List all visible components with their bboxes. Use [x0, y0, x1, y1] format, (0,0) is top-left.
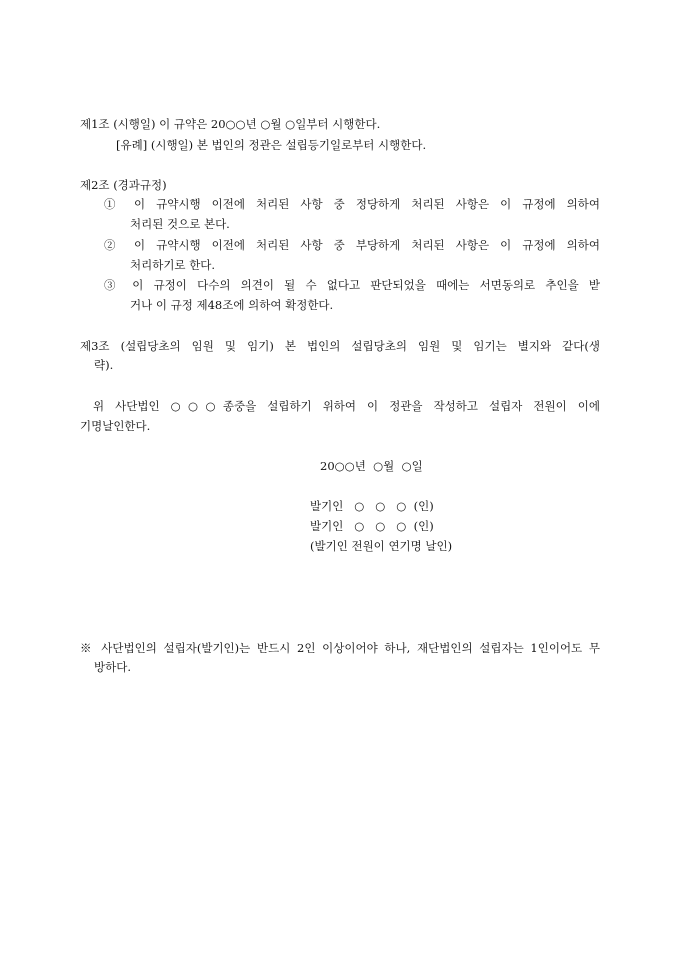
article-2-item-3-cont: 거나 이 규정 제48조에 의하여 확정한다. [130, 298, 334, 312]
article-2-heading: 제2조 (경과규정) [80, 178, 167, 192]
closing-statement: 위 사단법인 ○○○종중을 설립하기 위하여 이 정관을 작성하고 설립자 전원이 이에 [93, 399, 600, 413]
founder-1: 발기인 ○ ○ ○ (인) [310, 499, 434, 513]
signature-date: 20○○년 ○월 ○일 [320, 459, 423, 473]
article-3-text: 제3조 (설립당초의 임원 및 임기) 본 법인의 설립당초의 임원 및 임기는 별지와 같다(생 [80, 339, 600, 353]
article-2-item-2: ② 이 규약시행 이전에 처리된 사항 중 부당하게 처리된 사항은 이 규정에 의하여 [104, 238, 600, 252]
article-2-item-1: ① 이 규약시행 이전에 처리된 사항 중 정당하게 처리된 사항은 이 규정에 의하여 [104, 197, 600, 211]
article-1-text: 제1조 (시행일) 이 규약은 20○○년 ○월 ○일부터 시행한다. [80, 117, 381, 131]
founder-note: (발기인 전원이 연기명 날인) [310, 539, 453, 553]
article-2-item-1-cont: 처리된 것으로 본다. [130, 217, 230, 231]
article-3-text-cont: 략). [94, 358, 114, 372]
article-1-example: [유례] (시행일) 본 법인의 정관은 설립등기일로부터 시행한다. [116, 138, 427, 152]
founder-2: 발기인 ○ ○ ○ (인) [310, 519, 434, 533]
footnote-cont: 방하다. [94, 660, 131, 674]
closing-statement-cont: 기명날인한다. [80, 419, 151, 433]
article-2-item-3: ③ 이 규정이 다수의 의견이 될 수 없다고 판단되었을 때에는 서면동의로 추인을 받 [104, 278, 600, 292]
article-2-item-2-cont: 처리하기로 한다. [130, 258, 216, 272]
footnote: ※ 사단법인의 설립자(발기인)는 반드시 2인 이상이어야 하나, 재단법인의 설립자는 1인이어도 무 [80, 641, 600, 655]
